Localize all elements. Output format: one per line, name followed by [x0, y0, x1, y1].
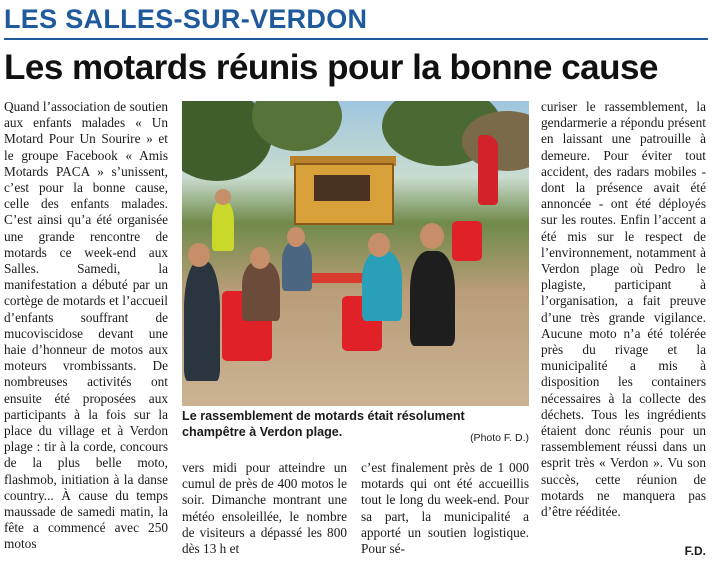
- person: [362, 251, 402, 321]
- author-signature: F.D.: [684, 544, 706, 558]
- person-head: [250, 247, 270, 269]
- person: [184, 261, 220, 381]
- person: [212, 201, 234, 251]
- photo-credit: (Photo F. D.): [470, 432, 529, 444]
- article-column-3: [541, 99, 706, 520]
- person-head: [420, 223, 444, 249]
- article-column-1: [4, 99, 168, 553]
- article-text-col1: Quand l’association de soutien aux enfants malades « Un Motard Pour Un Sourire » et le groupe Facebook « Amis Motards PACA » s’unissent, c’est pour la bonne cause, celle des enfants malades. C’est ainsi qu’a été organisée une grande rencontre de motards ce week-end aux Salles. Samedi, la manifestation a débuté par un cortège de motards et l’accueil d’enfants souffrant de mucoviscidose devant une haie d’honneur de motos aux moteurs vrombissants. De nombreuses activités ont ensuite été proposées aux participants à la fois sur la place du village et à Verdon plage : tir à la corde, concours de la plus belle moto, flashmob, initiation à la danse country... À cause du temps maussade de samedi matin, la fête a commencé avec 250 motos: [4, 99, 168, 552]
- person-head: [368, 233, 390, 257]
- person-head: [215, 189, 231, 205]
- article-column-2a: [182, 460, 347, 557]
- person: [242, 261, 280, 321]
- food-stand-window: [314, 175, 370, 201]
- article-text-col2a: vers midi pour atteindre un cumul de près de 400 motos le soir. Dimanche montrant une météo ensoleillée, le nombre de visiteurs a dépassé les 800 dès 13 h et: [182, 460, 347, 557]
- article-text-col2b: c’est finalement près de 1 000 motards qui ont été accueillis tout le long du week-end. Pour sa part, la municipalité a apporté un soutien logistique. Pour sé-: [361, 460, 529, 557]
- red-flag: [478, 135, 498, 205]
- article-column-2b: [361, 460, 529, 557]
- section-kicker: LES SALLES-SUR-VERDON: [4, 4, 368, 34]
- photo-caption: Le rassemblement de motards était résolument champêtre à Verdon plage.: [182, 409, 465, 439]
- article-photo: [182, 101, 529, 406]
- person: [410, 251, 455, 346]
- person: [282, 241, 312, 291]
- red-chair: [452, 221, 482, 261]
- article-headline: Les motards réunis pour la bonne cause: [4, 48, 658, 87]
- kicker-divider: [4, 38, 708, 40]
- person-head: [287, 227, 305, 247]
- person-head: [188, 243, 210, 267]
- article-text-col3: curiser le rassemblement, la gendarmerie a répondu présent en laissant une patrouille à demeure. Pour éviter tout accident, des radars mobiles - dont la présence avait été annoncée - ont été déployés sur les routes. Enfin l’accent a été mis sur le respect de l’environnement, notamment à Verdon plage où Pedro le plagiste, participant à l’organisation, a fait preuve d’une très grande vigilance. Aucune moto n’a été tolérée près du rivage et la municipalité a mis à disposition les containers nécessaires à la collecte des déchets. Tous les ingrédients étaient donc réunis pour un rassemblement réussi dans un esprit très « Verdon ». Vu son succès, cette réunion de motards ne manquera pas d’être rééditée.: [541, 99, 706, 520]
